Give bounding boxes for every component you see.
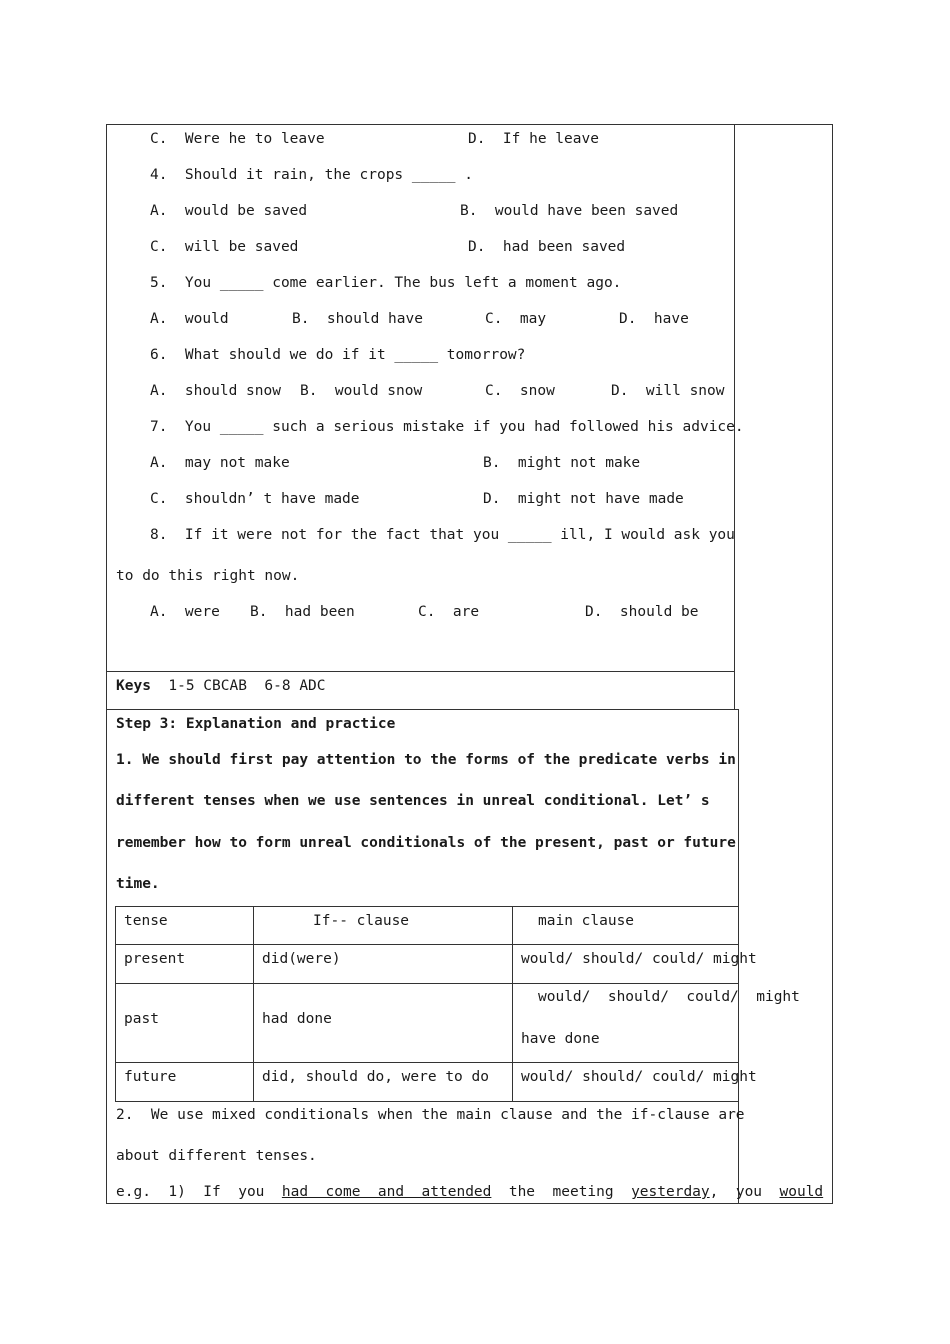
q8-option-a: A. were <box>150 604 220 620</box>
example-mid2: , you <box>709 1184 780 1200</box>
table-header-if-text: If-- clause <box>313 913 410 929</box>
q4-stem: 4. Should it rain, the crops _____ . <box>150 167 474 183</box>
q5-option-b: B. should have <box>292 311 423 327</box>
table-cell-main-past-line2: have done <box>521 1031 600 1047</box>
table-cell-if-past: had done <box>262 1011 332 1027</box>
q5-option-a: A. would <box>150 311 229 327</box>
q5-option-c: C. may <box>485 311 547 327</box>
q4-option-b: B. would have been saved <box>460 203 679 219</box>
keys-label: Keys <box>116 678 151 694</box>
column-divider <box>734 124 735 709</box>
q6-option-d: D. will snow <box>611 383 725 399</box>
q3-option-c: C. Were he to leave <box>150 131 325 147</box>
q8-option-b: B. had been <box>250 604 355 620</box>
table-cell-main-present: would/ should/ could/ might <box>521 951 757 967</box>
q6-option-a: A. should snow <box>150 383 281 399</box>
example-line <box>116 1183 823 1201</box>
q8-option-d: D. should be <box>585 604 699 620</box>
step3-title: Step 3: Explanation and practice <box>116 716 396 732</box>
example-underlined-verb: had come and attended <box>281 1184 492 1200</box>
table-cell-main-past-line1: would/ should/ could/ might <box>538 989 800 1005</box>
q7-stem: 7. You _____ such a serious mistake if you had followed his advice. <box>150 419 744 435</box>
q8-option-c: C. are <box>418 604 480 620</box>
point2-line1: 2. We use mixed conditionals when the main clause and the if-clause are <box>116 1107 745 1123</box>
table-header-main-text: main clause <box>538 913 635 929</box>
table-cell-if-present: did(were) <box>262 951 341 967</box>
q8-stem-line2: to do this right now. <box>116 568 300 584</box>
keys-top-rule <box>106 671 734 672</box>
table-header-tense-text: tense <box>124 913 168 929</box>
q6-option-b: B. would snow <box>300 383 423 399</box>
q4-option-c: C. will be saved <box>150 239 299 255</box>
example-mid1: the meeting <box>491 1184 632 1200</box>
q3-option-d: D. If he leave <box>468 131 599 147</box>
step3-p1-line1: 1. We should first pay attention to the forms of the predicate verbs in <box>116 752 736 768</box>
example-underlined-would: would <box>779 1184 824 1200</box>
q5-option-d: D. have <box>619 311 689 327</box>
step3-p1-line2: different tenses when we use sentences in unreal conditional. Let’ s <box>116 793 710 809</box>
q4-option-d: D. had been saved <box>468 239 626 255</box>
q4-option-a: A. would be saved <box>150 203 308 219</box>
q7-option-b: B. might not make <box>483 455 641 471</box>
q8-stem-line1: 8. If it were not for the fact that you _____ ill, I would ask you <box>150 527 735 543</box>
q7-option-a: A. may not make <box>150 455 290 471</box>
q6-option-c: C. snow <box>485 383 555 399</box>
keys-value: 1-5 CBCAB 6-8 ADC <box>150 678 326 694</box>
point2-line2: about different tenses. <box>116 1148 317 1164</box>
table-cell-tense-future: future <box>124 1069 177 1085</box>
table-cell-main-future: would/ should/ could/ might <box>521 1069 757 1085</box>
step3-p1-line4: time. <box>116 876 160 892</box>
keys-bottom-rule <box>106 709 738 710</box>
table-cell-if-future: did, should do, were to do <box>262 1069 489 1085</box>
table-cell-tense-present: present <box>124 951 186 967</box>
keys-row <box>116 677 326 695</box>
q7-option-d: D. might not have made <box>483 491 684 507</box>
step3-p1-line3: remember how to form unreal conditionals of the present, past or future <box>116 835 736 851</box>
example-underlined-time: yesterday <box>631 1184 710 1200</box>
q6-stem: 6. What should we do if it _____ tomorrow? <box>150 347 526 363</box>
table-cell-tense-past: past <box>124 1011 159 1027</box>
q7-option-c: C. shouldn’ t have made <box>150 491 360 507</box>
q5-stem: 5. You _____ come earlier. The bus left a moment ago. <box>150 275 622 291</box>
example-prefix: e.g. 1) If you <box>116 1184 282 1200</box>
